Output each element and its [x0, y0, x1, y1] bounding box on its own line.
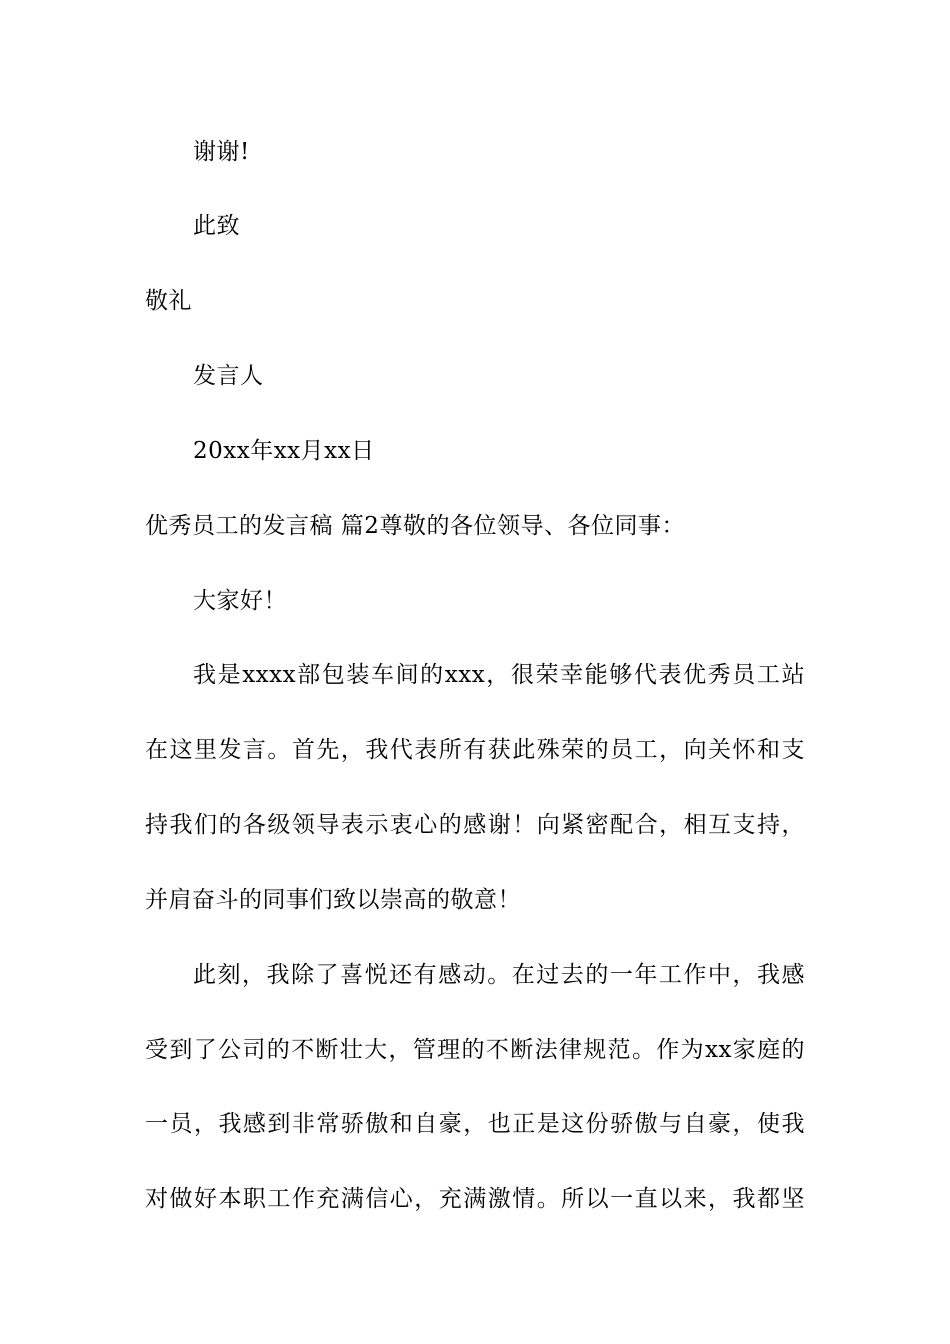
paragraph-line: 持我们的各级领导表示衷心的感谢！向紧密配合，相互支持， — [145, 812, 805, 838]
paragraph-line: 并肩奋斗的同事们致以崇高的敬意！ — [145, 887, 521, 913]
paragraph-line: 一员，我感到非常骄傲和自豪，也正是这份骄傲与自豪，使我 — [145, 1111, 805, 1137]
closing-regards: 敬礼 — [145, 288, 192, 314]
signature-speaker: 发言人 — [193, 363, 264, 389]
signature-date: 20xx年xx月xx日 — [193, 438, 375, 464]
closing-thanks: 谢谢! — [193, 139, 250, 165]
closing-salutation: 此致 — [193, 213, 240, 239]
paragraph-line: 我是xxxx部包装车间的xxx，很荣幸能够代表优秀员工站 — [193, 662, 805, 688]
paragraph-line: 此刻，我除了喜悦还有感动。在过去的一年工作中，我感 — [193, 962, 805, 988]
paragraph-line: 在这里发言。首先，我代表所有获此殊荣的员工，向关怀和支 — [145, 737, 805, 763]
section-heading: 优秀员工的发言稿 篇2尊敬的各位领导、各位同事： — [145, 513, 685, 539]
paragraph-line: 受到了公司的不断壮大，管理的不断法律规范。作为xx家庭的 — [145, 1037, 805, 1063]
greeting: 大家好！ — [193, 588, 287, 614]
paragraph-line: 对做好本职工作充满信心，充满激情。所以一直以来，我都坚 — [145, 1186, 805, 1212]
